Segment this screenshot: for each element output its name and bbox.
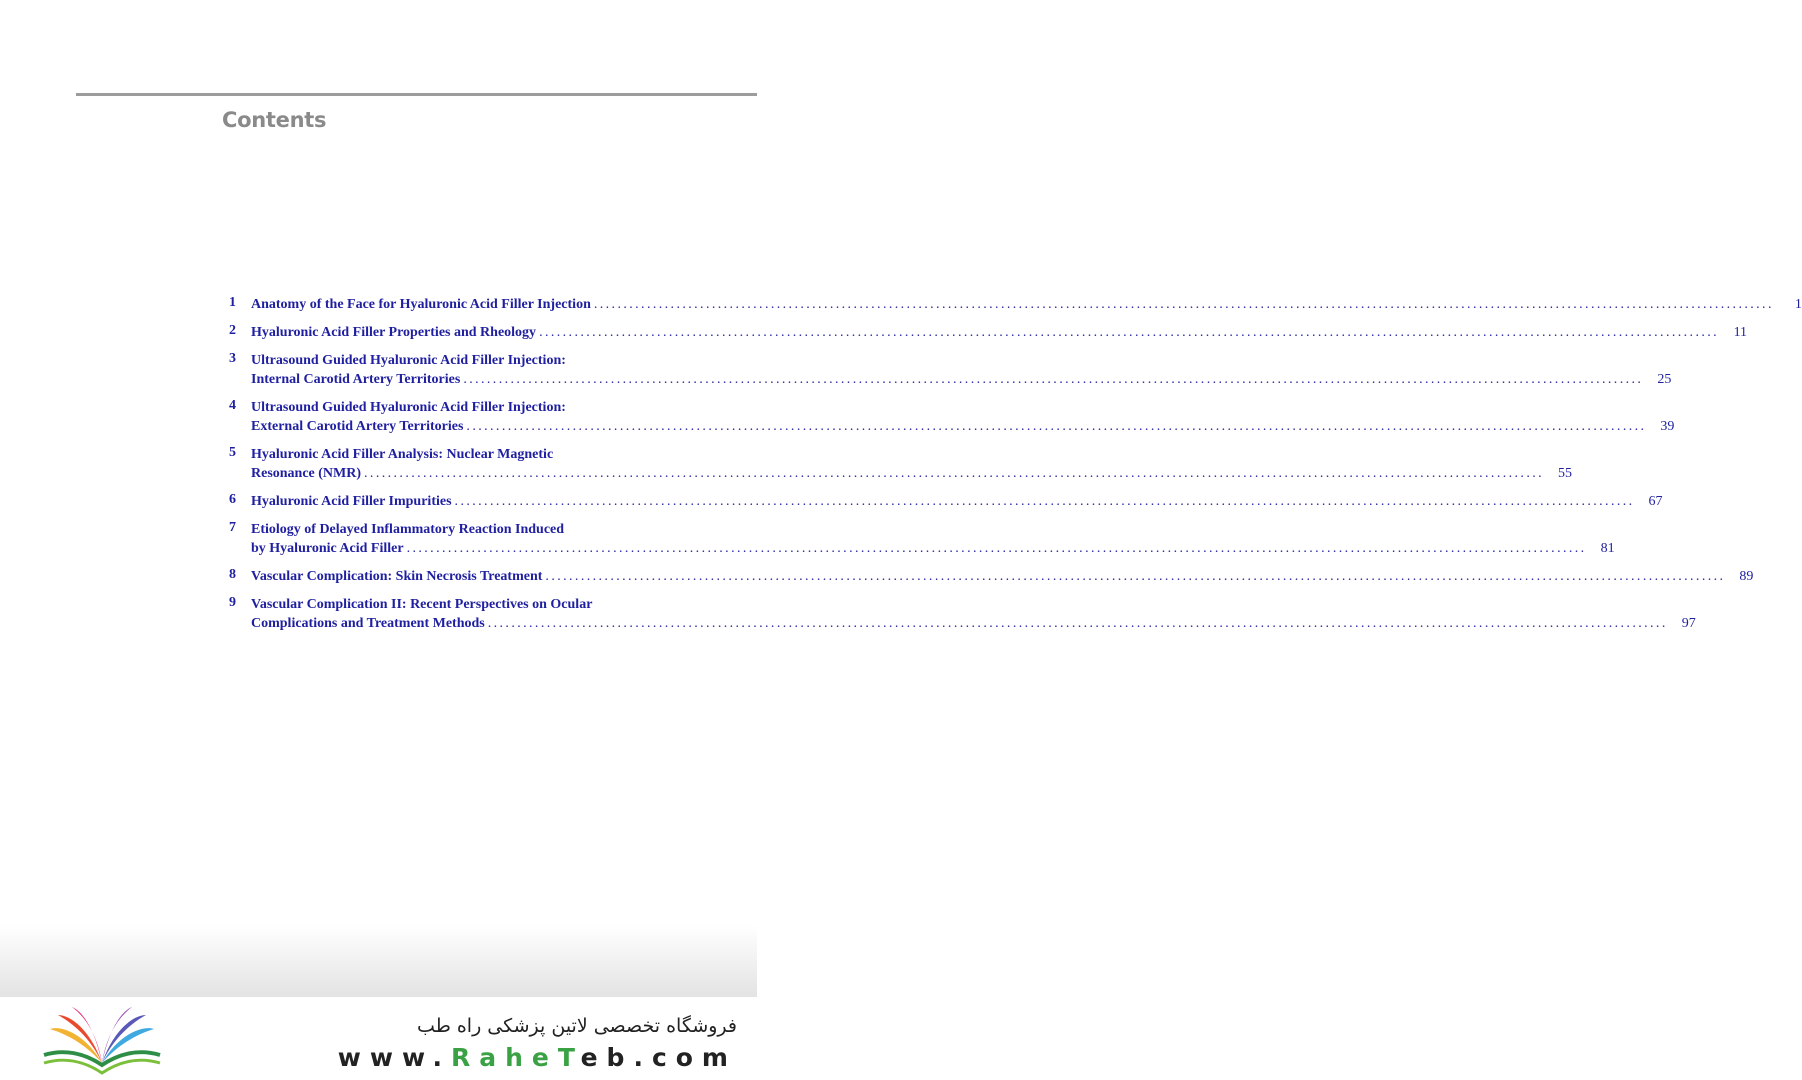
chapter-number: 2 xyxy=(229,323,236,338)
chapter-number: 3 xyxy=(229,351,236,366)
dot-leader: ........................................................................................................................................................................................................ xyxy=(364,466,1545,481)
toc-entry[interactable] xyxy=(222,323,1748,342)
toc-entry[interactable] xyxy=(222,398,1675,436)
toc-entry[interactable] xyxy=(222,351,1672,389)
url-prefix: www. xyxy=(337,1043,451,1072)
store-url[interactable] xyxy=(338,1043,737,1072)
chapter-title: External Carotid Artery Territories xyxy=(251,419,464,434)
chapter-title: Resonance (NMR) xyxy=(251,466,362,481)
dot-leader: ........................................................................................................................................................................................................ xyxy=(593,297,1774,312)
chapter-title: Vascular Complication II: Recent Perspectives on Ocular xyxy=(251,597,593,612)
page-number: 97 xyxy=(1681,616,1696,631)
chapter-number: 8 xyxy=(229,567,236,582)
page-number: 89 xyxy=(1739,569,1754,584)
chapter-number: 7 xyxy=(229,520,236,535)
dot-leader: ........................................................................................................................................................................................................ xyxy=(487,616,1668,631)
dot-leader: ........................................................................................................................................................................................................ xyxy=(466,419,1647,434)
top-rule xyxy=(76,93,757,96)
chapter-title: Hyaluronic Acid Filler Properties and Rheology xyxy=(251,325,537,340)
bottom-fade xyxy=(0,925,757,997)
chapter-title: Hyaluronic Acid Filler Impurities xyxy=(251,494,452,509)
toc-entry[interactable] xyxy=(222,567,1754,586)
page-number: 55 xyxy=(1558,466,1573,481)
chapter-title: Internal Carotid Artery Territories xyxy=(251,372,461,387)
toc-entry[interactable] xyxy=(222,295,1802,314)
store-footer xyxy=(0,997,757,1080)
page-number: 11 xyxy=(1733,325,1748,340)
chapter-title: Etiology of Delayed Inflammatory Reaction Induced xyxy=(251,522,565,537)
chapter-title: Vascular Complication: Skin Necrosis Treatment xyxy=(251,569,543,584)
page-number: 39 xyxy=(1660,419,1675,434)
table-of-contents xyxy=(222,295,1802,642)
chapter-number: 5 xyxy=(229,445,236,460)
page-number: 67 xyxy=(1648,494,1663,509)
page-number: 81 xyxy=(1600,541,1615,556)
dot-leader: ........................................................................................................................................................................................................ xyxy=(545,569,1726,584)
dot-leader: ........................................................................................................................................................................................................ xyxy=(454,494,1635,509)
page-number: 25 xyxy=(1657,372,1672,387)
store-name: فروشگاه تخصصی لاتین پزشکی راه طب xyxy=(417,1015,737,1037)
url-suffix: eb.com xyxy=(580,1043,737,1072)
chapter-number: 6 xyxy=(229,492,236,507)
chapter-title: Ultrasound Guided Hyaluronic Acid Filler Injection: xyxy=(251,353,566,368)
chapter-number: 9 xyxy=(229,595,236,610)
dot-leader: ........................................................................................................................................................................................................ xyxy=(463,372,1644,387)
chapter-title: Hyaluronic Acid Filler Analysis: Nuclear Magnetic xyxy=(251,447,554,462)
toc-entry[interactable] xyxy=(222,492,1663,511)
chapter-title: Complications and Treatment Methods xyxy=(251,616,485,631)
toc-entry[interactable] xyxy=(222,520,1615,558)
chapter-number: 4 xyxy=(229,398,236,413)
chapter-number: 1 xyxy=(229,295,236,310)
url-highlight: RaheT xyxy=(450,1043,581,1072)
toc-entry[interactable] xyxy=(222,445,1573,483)
chapter-title: Ultrasound Guided Hyaluronic Acid Filler Injection: xyxy=(251,400,566,415)
page-title: Contents xyxy=(222,108,327,132)
chapter-title: by Hyaluronic Acid Filler xyxy=(251,541,404,556)
dot-leader: ........................................................................................................................................................................................................ xyxy=(539,325,1720,340)
page-number: 1 xyxy=(1794,297,1802,312)
dot-leader: ........................................................................................................................................................................................................ xyxy=(406,541,1587,556)
open-book-icon xyxy=(40,1005,164,1080)
chapter-title: Anatomy of the Face for Hyaluronic Acid Filler Injection xyxy=(251,297,591,312)
toc-entry[interactable] xyxy=(222,595,1696,633)
